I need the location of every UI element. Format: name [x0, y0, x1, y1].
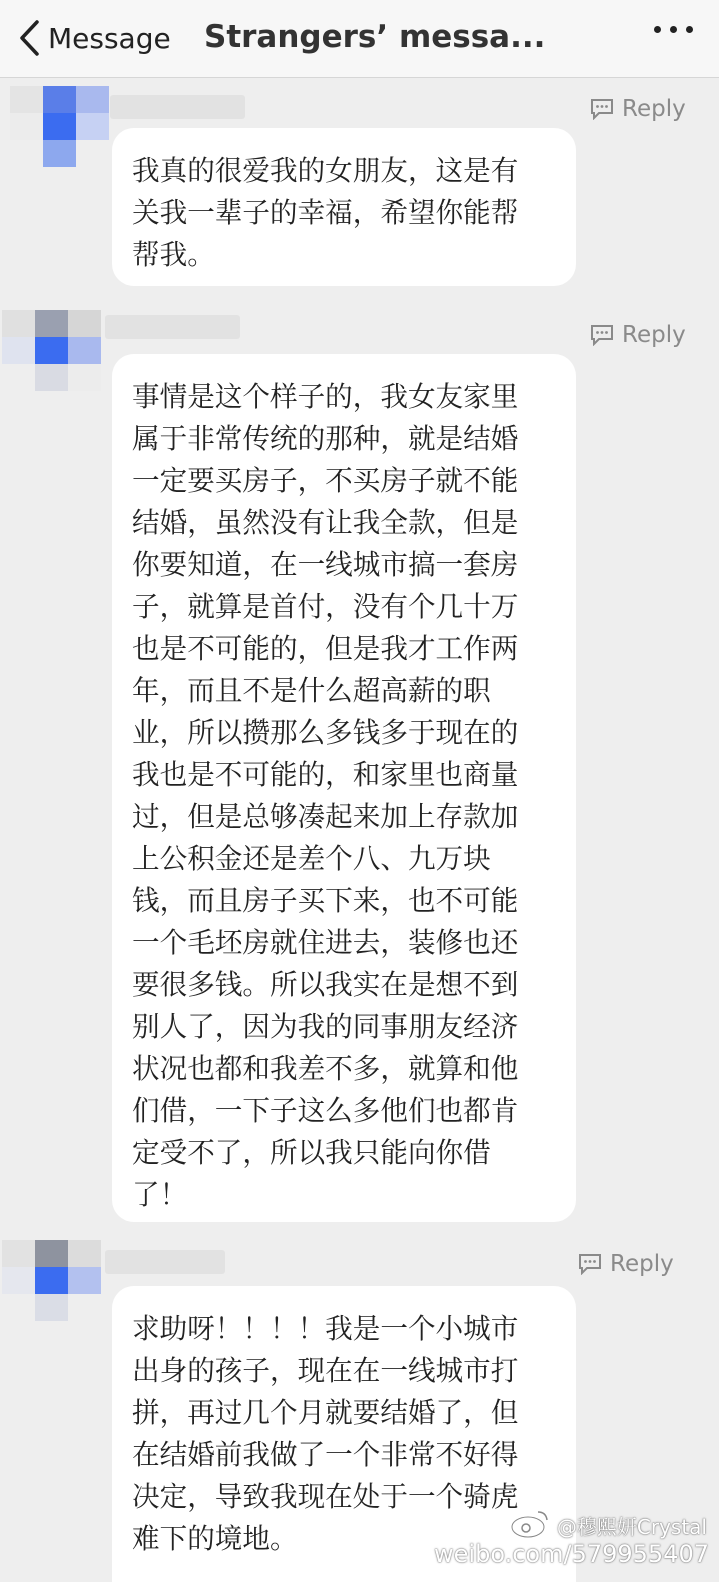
- avatar-pixel: [35, 1267, 68, 1294]
- avatar-pixel: [43, 86, 76, 113]
- message-bubble: 事情是这个样子的，我女友家里 属于非常传统的那种，就是结婚 一定要买房子，不买房子就不能 结婚，虽然没有让我全款，但是 你要知道，在一线城市搞一套房 子，就算是首付，没有个几十万 也是不可能的，但是我才工作两 年，而且不是什么超高薪的职 业，所以攒那么多钱多于现在的 我也是不可能的，和家里也商量 过，但是总够凑起来加上存款加 上公积金还是差个八、九万块 钱，而且房子买下来，也不可能 一个毛坯房就住进去，装修也还 要很多钱。所以我实在是想不到 别人了，因为我的同事朋友经济 状况也都和我差不多，就算和他 们借，一下子这么多他们也都肯 定受不了，所以我只能向你借 了！: [112, 354, 576, 1222]
- avatar-pixel: [2, 337, 35, 364]
- avatar-pixel: [35, 364, 68, 391]
- more-dot-icon: [686, 26, 693, 33]
- comment-icon: [590, 98, 614, 120]
- more-options-button[interactable]: [654, 26, 693, 33]
- avatar-pixel: [35, 1294, 68, 1321]
- avatar-pixel: [68, 364, 101, 391]
- comment-icon: [590, 324, 614, 346]
- reply-button[interactable]: [590, 96, 686, 122]
- navigation-bar: [0, 0, 719, 78]
- avatar-pixel: [43, 113, 76, 140]
- avatar-pixel: [2, 1240, 35, 1267]
- avatar-pixel: [76, 86, 109, 113]
- avatar-pixel: [35, 1240, 68, 1267]
- avatar[interactable]: [2, 310, 102, 390]
- avatar-pixel: [2, 310, 35, 337]
- message-bubble: 求助呀！！！！我是一个小城市 出身的孩子，现在在一线城市打 拼，再过几个月就要结婚了，但 在结婚前我做了一个非常不好得 决定，导致我现在处于一个骑虎 难下的境地。: [112, 1286, 576, 1582]
- chevron-left-icon: [18, 20, 40, 56]
- watermark-handle: @穆熙妍Crystal: [556, 1515, 707, 1539]
- sender-name-blurred: [110, 95, 245, 119]
- avatar-pixel: [35, 310, 68, 337]
- reply-label: Reply: [610, 1251, 674, 1277]
- back-label: Message: [48, 21, 171, 55]
- avatar-pixel: [76, 113, 109, 140]
- reply-button[interactable]: [578, 1251, 674, 1277]
- watermark-url: weibo.com/579955407: [434, 1540, 709, 1568]
- avatar-pixel: [68, 310, 101, 337]
- avatar-pixel: [35, 337, 68, 364]
- avatar-pixel: [43, 140, 76, 167]
- avatar-pixel: [10, 113, 43, 140]
- avatar-pixel: [10, 140, 43, 167]
- avatar-pixel: [68, 1267, 101, 1294]
- message-bubble: 我真的很爱我的女朋友，这是有 关我一辈子的幸福，希望你能帮 帮我。: [112, 128, 576, 286]
- avatar[interactable]: [2, 1240, 102, 1320]
- sender-name-blurred: [105, 315, 240, 339]
- weibo-logo-icon: [508, 1508, 552, 1538]
- avatar-pixel: [10, 86, 43, 113]
- reply-button[interactable]: [590, 322, 686, 348]
- more-dot-icon: [670, 26, 677, 33]
- avatar-pixel: [68, 337, 101, 364]
- reply-label: Reply: [622, 96, 686, 122]
- back-button[interactable]: [18, 18, 171, 58]
- avatar[interactable]: [10, 86, 110, 166]
- reply-label: Reply: [622, 322, 686, 348]
- sender-name-blurred: [105, 1250, 225, 1274]
- avatar-pixel: [2, 1267, 35, 1294]
- page-title: Strangers’ messa...: [204, 19, 546, 55]
- comment-icon: [578, 1253, 602, 1275]
- avatar-pixel: [68, 1240, 101, 1267]
- more-dot-icon: [654, 26, 661, 33]
